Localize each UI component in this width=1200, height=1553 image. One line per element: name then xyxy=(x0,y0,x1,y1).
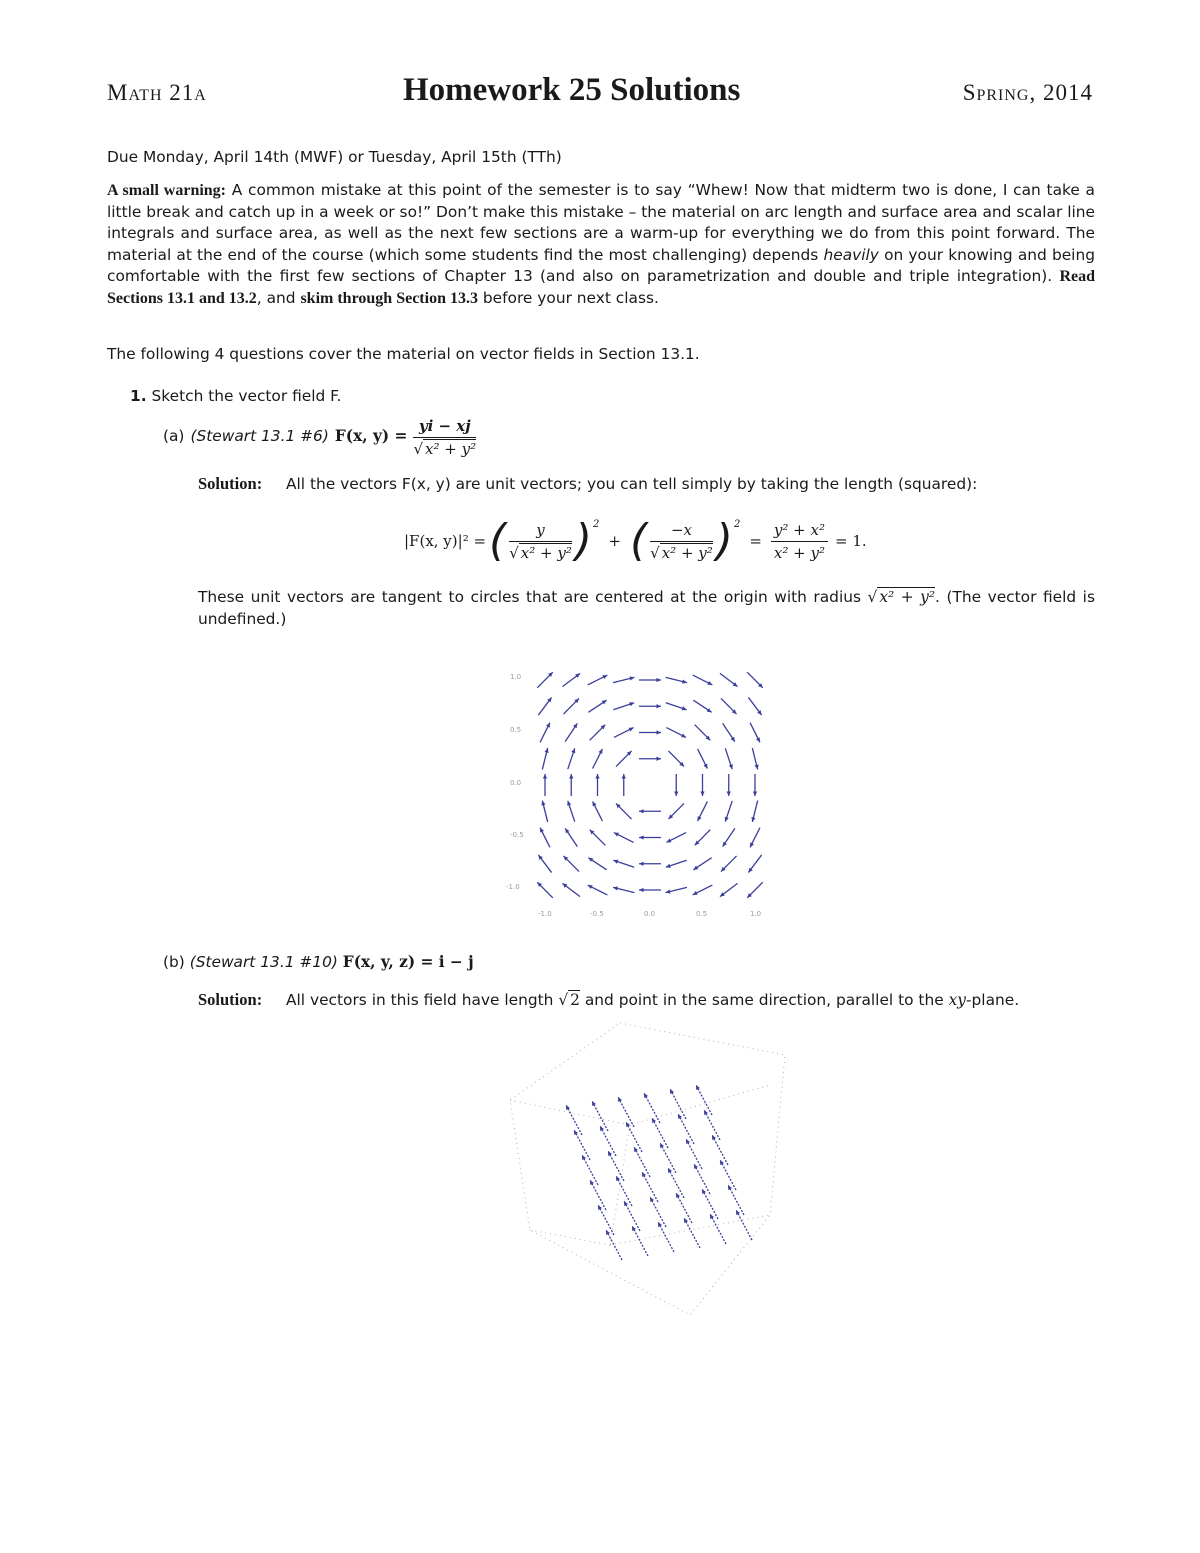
eq-frac-3-num: y² + x² xyxy=(771,520,828,542)
warning-text-1: A common mistake at this point of the semester is to say “Whew! Now that midterm two is done, I can take a little break and catch up in a week or so!” Don’t make this mistake – the material on arc length and surface area and scalar line integrals and surface area, as well as the next few sections are a warm-up for everything we do from this point forward. The material at the end of the course (which some students find the most challenging) depends xyxy=(107,181,1095,264)
warning-text-2: on your knowing and being comfortable with the first few sections of Chapter 13 (and also on parametrization and double and triple integration). xyxy=(107,245,1095,285)
eq-frac-1 xyxy=(509,520,572,563)
solution-label: Solution: xyxy=(198,474,263,493)
x-tick: -1.0 xyxy=(538,910,552,918)
y-tick: 0.5 xyxy=(510,726,522,734)
y-tick: 0.0 xyxy=(510,779,522,787)
part-a-header xyxy=(163,414,476,460)
field-arrow-head xyxy=(727,791,731,796)
field-arrow-head xyxy=(639,835,644,839)
exp-2: 2 xyxy=(733,518,741,530)
part-a-source: (Stewart 13.1 #6) xyxy=(190,427,329,446)
field-arrow-head xyxy=(629,702,634,706)
part-b-source: (Stewart 13.1 #10) xyxy=(189,953,338,971)
part-a-solution xyxy=(198,473,977,496)
paren-close-1: ) xyxy=(574,515,593,566)
field-arrow-head xyxy=(729,764,733,769)
x-tick: 1.0 xyxy=(750,910,762,918)
warning-read: Read Sections 13.1 and 13.2 xyxy=(107,268,1095,307)
warning-label: A small warning: xyxy=(107,182,227,199)
problem-prompt: Sketch the vector field F. xyxy=(151,387,342,405)
circular-field-plot xyxy=(500,640,800,925)
circular-field-arrows xyxy=(537,672,763,898)
eq-frac-2-radicand: x² + y² xyxy=(661,543,713,562)
field-arrow-head xyxy=(622,774,626,779)
solution-text: All the vectors F(x, y) are unit vectors; you can tell simply by taking the length (squared): xyxy=(286,475,978,493)
part-b-text-1: All vectors in this field have length xyxy=(286,991,554,1009)
x-tick: 0.0 xyxy=(644,910,656,918)
part-a-label: (a) xyxy=(163,427,185,446)
tangent-text-1: These unit vectors are tangent to circles that are centered at the origin with radius xyxy=(198,588,862,606)
warning-paragraph xyxy=(107,180,1095,309)
warning-text-3: before your next class. xyxy=(482,288,659,307)
plot-a-ticks xyxy=(506,673,761,918)
intro-line: The following 4 questions cover the material on vector fields in Section 13.1. xyxy=(107,345,700,363)
tangent-text-2: . (The vector field is undefined.) xyxy=(198,588,1095,628)
tangent-paragraph: These unit vectors are tangent to circles that are centered at the origin with radius √ x² + y². (The vector field is undefined.) xyxy=(198,588,1095,628)
part-b-lhs: F(x, y, z) = i − j xyxy=(342,953,474,971)
field-arrow-head xyxy=(656,757,661,761)
sqrt-two: 2 xyxy=(570,991,580,1009)
field-arrow-3d xyxy=(670,1089,686,1119)
field-arrow-head xyxy=(725,817,729,822)
eq-frac-1-radicand: x² + y² xyxy=(520,543,572,562)
x-tick: 0.5 xyxy=(696,910,708,918)
field-arrow-head xyxy=(613,860,618,864)
box-outline xyxy=(510,1023,785,1315)
constant-field-3d-plot xyxy=(500,1015,800,1320)
eq-frac-3-den: x² + y² xyxy=(773,543,825,562)
paren-open-2: ( xyxy=(629,515,648,566)
eq-frac-1-den: √ x² + y² xyxy=(509,543,572,562)
eq-frac-2 xyxy=(650,520,713,563)
term: Spring, 2014 xyxy=(962,80,1093,105)
field-arrow-head xyxy=(656,678,661,682)
xy-plane: xy xyxy=(948,991,966,1009)
field-arrow-3d xyxy=(696,1085,712,1115)
field-arrow-head xyxy=(656,704,661,708)
x-tick: -0.5 xyxy=(590,910,604,918)
page-title: Homework 25 Solutions xyxy=(403,72,741,108)
bounding-box xyxy=(510,1023,785,1315)
field-arrow-head xyxy=(682,706,687,710)
field-arrow-head xyxy=(674,791,678,796)
field-arrow-head xyxy=(595,774,599,779)
part-a-numerator: yi − xj xyxy=(413,416,476,438)
y-tick: -0.5 xyxy=(510,831,524,839)
part-a-den-radicand: x² + y² xyxy=(425,439,477,458)
paren-close-2: ) xyxy=(715,515,733,566)
field-arrow-head xyxy=(639,888,644,892)
solution-label: Solution: xyxy=(198,990,263,1009)
eq-frac-2-num: −x xyxy=(650,520,713,542)
due-date: Due Monday, April 14th (MWF) or Tuesday, April 15th (TTh) xyxy=(107,148,562,166)
part-b-header xyxy=(163,952,474,974)
field-arrow-head xyxy=(666,864,671,868)
eq-frac-2-den: √ x² + y² xyxy=(650,543,713,562)
field-arrow-head xyxy=(569,774,573,779)
field-arrow-head xyxy=(700,791,704,796)
constant-field-arrows xyxy=(566,1085,752,1260)
part-b-solution: Solution: All vectors in this field have length √ 2 and point in the same direction, parallel to the xy-plane. xyxy=(198,990,1020,1009)
part-a-denominator: √ x² + y² xyxy=(413,439,477,458)
box-edge xyxy=(510,1085,770,1125)
plus-sign: + xyxy=(608,532,621,550)
length-equation xyxy=(404,506,867,576)
part-a-fraction xyxy=(413,416,476,459)
part-b-label: (b) xyxy=(163,953,185,971)
eq-frac-3 xyxy=(771,520,828,563)
course-name: Math 21a xyxy=(107,80,207,105)
warning-skim: skim through Section 13.3 xyxy=(300,289,478,307)
equals-sign: = xyxy=(749,532,762,550)
field-arrow-head xyxy=(639,809,644,813)
field-arrow-head xyxy=(571,748,575,753)
eq-frac-1-num: y xyxy=(509,520,572,542)
field-arrow-3d xyxy=(618,1097,634,1127)
radius-expression: x² + y² xyxy=(879,588,936,606)
field-arrow-head xyxy=(639,862,644,866)
y-tick: -1.0 xyxy=(506,883,520,891)
part-b-text-3: -plane. xyxy=(965,991,1020,1009)
eq-end: = 1. xyxy=(835,532,867,550)
y-tick: 1.0 xyxy=(510,673,522,681)
warning-and: , and xyxy=(256,288,296,307)
field-arrow-head xyxy=(543,774,547,779)
field-arrow-3d xyxy=(592,1101,608,1131)
paren-open-1: ( xyxy=(489,515,507,566)
field-arrow-head xyxy=(567,801,571,806)
field-arrow-3d xyxy=(566,1105,582,1135)
eq-lhs: |F(x, y)|² = xyxy=(404,532,487,550)
warning-heavily: heavily xyxy=(823,245,879,264)
problem-1 xyxy=(130,386,341,408)
field-arrow-head xyxy=(656,730,661,734)
part-a-lhs: F(x, y) = xyxy=(334,427,408,446)
part-b-text-2: and point in the same direction, parallel to the xyxy=(584,991,944,1009)
field-arrow-head xyxy=(753,791,757,796)
problem-number: 1. xyxy=(130,387,147,405)
exp-1: 2 xyxy=(593,518,600,530)
